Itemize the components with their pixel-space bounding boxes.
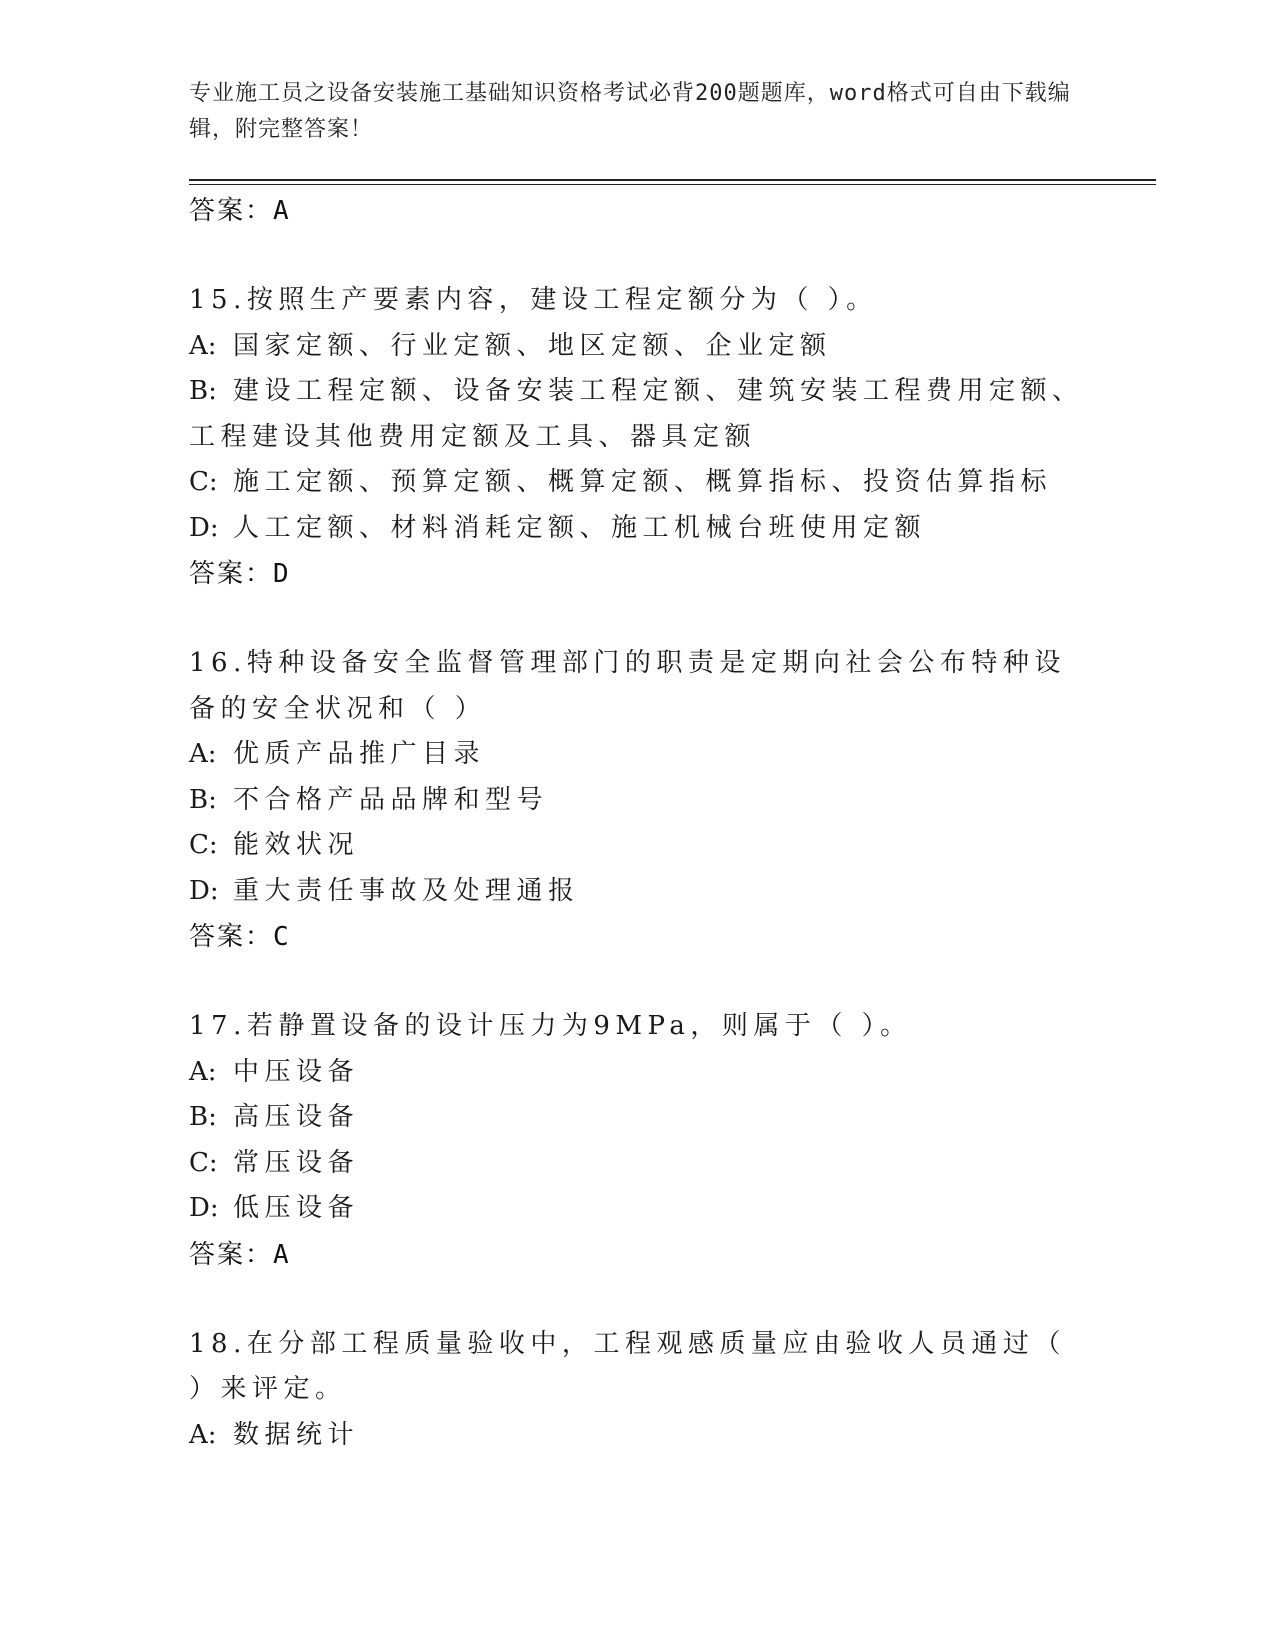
option-key: A: — [189, 1419, 217, 1450]
question-16 — [189, 641, 1089, 960]
option-text: 中压设备 — [233, 1056, 360, 1087]
option-key: D: — [189, 512, 219, 543]
option-text: 重大责任事故及处理通报 — [233, 875, 580, 906]
option-c — [189, 823, 1089, 869]
option-key: A: — [189, 1056, 217, 1087]
answer-value: A — [273, 196, 291, 226]
option-d — [189, 1186, 1089, 1232]
option-text: 人工定额、材料消耗定额、施工机械台班使用定额 — [233, 512, 927, 543]
option-text: 常压设备 — [233, 1147, 360, 1178]
answer-label: 答案： — [189, 922, 274, 952]
option-b — [189, 369, 1089, 460]
answer-label: 答案： — [189, 196, 274, 226]
option-key: C: — [189, 467, 218, 497]
option-text: 建设工程定额、设备安装工程定额、建筑安装工程费用定额、工程建设其他费用定额及工具、器具定额 — [189, 376, 1084, 452]
question-18 — [189, 1322, 1089, 1459]
option-a — [189, 1413, 1089, 1459]
answer-value: D — [273, 559, 291, 589]
answer-value: C — [273, 922, 291, 952]
option-a — [189, 1050, 1089, 1096]
option-a — [189, 732, 1089, 778]
option-text: 能效状况 — [233, 830, 360, 860]
option-d — [189, 506, 1089, 552]
option-key: B: — [189, 376, 217, 406]
option-key: B: — [189, 784, 217, 815]
option-b — [189, 1095, 1089, 1141]
answer-line — [189, 914, 1089, 960]
option-key: C: — [189, 1147, 218, 1178]
answer-line — [189, 551, 1089, 597]
option-key: C: — [189, 830, 218, 860]
answer-line — [189, 1232, 1089, 1278]
option-c — [189, 460, 1089, 506]
option-text: 优质产品推广目录 — [233, 739, 486, 769]
question-15 — [189, 278, 1089, 597]
question-17 — [189, 1004, 1089, 1278]
option-key: D: — [189, 875, 219, 906]
question-text: 15.按照生产要素内容，建设工程定额分为（ ）。 — [189, 285, 878, 315]
header-rule-thin — [189, 184, 1156, 185]
option-text: 国家定额、行业定额、地区定额、企业定额 — [233, 330, 832, 361]
option-c — [189, 1141, 1089, 1187]
option-text: 高压设备 — [233, 1102, 360, 1132]
option-text: 数据统计 — [233, 1419, 360, 1450]
question-text: 17.若静置设备的设计压力为9MPa，则属于（ ）。 — [189, 1011, 912, 1041]
answer-value: A — [273, 1239, 291, 1270]
answer-label: 答案： — [189, 1239, 274, 1270]
answer-line — [189, 188, 1089, 234]
option-d — [189, 869, 1089, 915]
page-header: 专业施工员之设备安装施工基础知识资格考试必背200题题库，word格式可自由下载编辑，附完整答案！ — [189, 81, 1071, 142]
option-a — [189, 324, 1089, 370]
question-text: 18.在分部工程质量验收中，工程观感质量应由验收人员通过（ ）来评定。 — [189, 1328, 1066, 1404]
option-text: 施工定额、预算定额、概算定额、概算指标、投资估算指标 — [233, 467, 1053, 497]
question-text: 16.特种设备安全监督管理部门的职责是定期向社会公布特种设备的安全状况和（ ） — [189, 648, 1066, 724]
option-key: D: — [189, 1193, 219, 1223]
option-b — [189, 778, 1089, 824]
header-rule-thick — [189, 179, 1156, 181]
option-text: 不合格产品品牌和型号 — [233, 784, 549, 815]
option-key: A: — [189, 330, 217, 361]
document-body — [189, 188, 1089, 1458]
answer-label: 答案： — [189, 559, 274, 589]
option-key: A: — [189, 739, 217, 769]
option-key: B: — [189, 1102, 217, 1132]
option-text: 低压设备 — [233, 1193, 360, 1223]
